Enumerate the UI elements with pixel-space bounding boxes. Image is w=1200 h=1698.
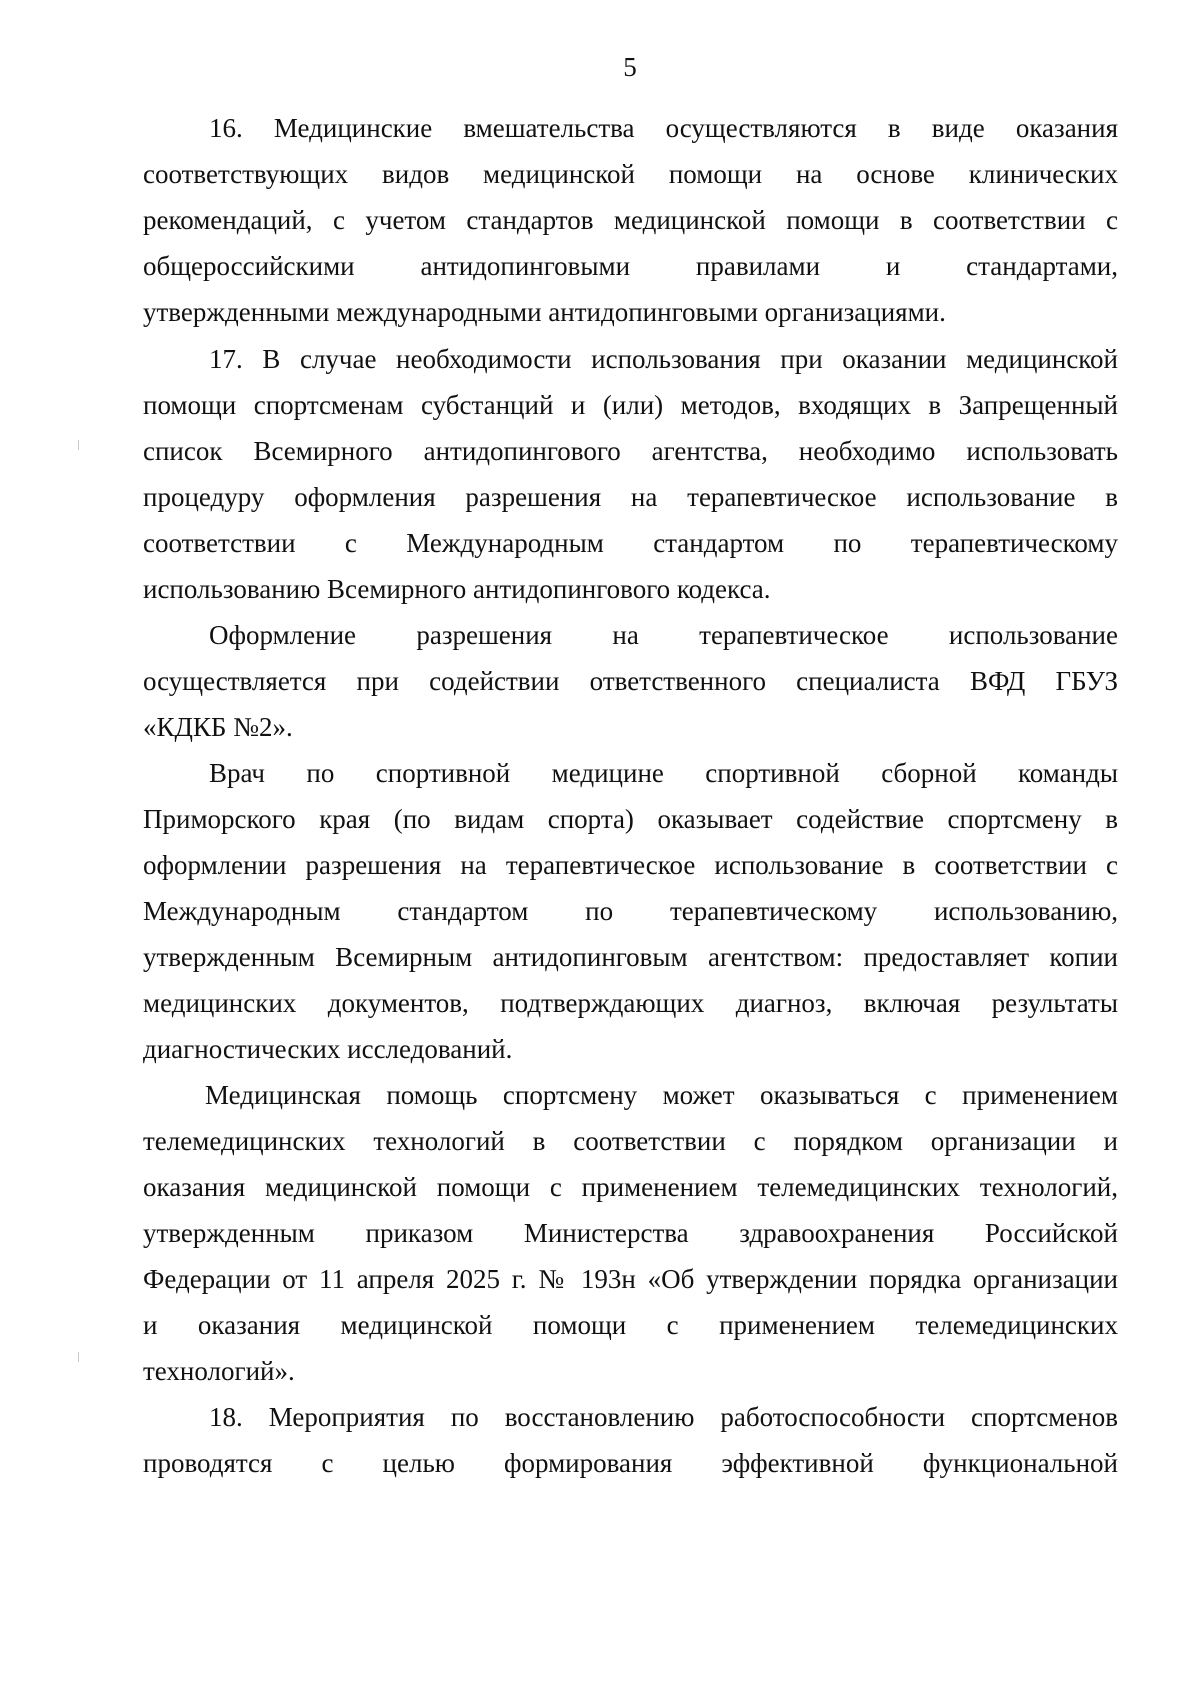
paragraph-16-line-2: соответствующих видов медицинской помощи на основе клинических: [143, 159, 1118, 189]
paragraph-17-line-4: процедуру оформления разрешения на терапевтическое использование в: [143, 482, 1118, 512]
paragraph-18-line-1: 18. Мероприятия по восстановлению работоспособности спортсменов: [209, 1402, 1118, 1432]
telemedicine-paragraph-line-4: утвержденным приказом Министерства здравоохранения Российской: [143, 1218, 1118, 1248]
paragraph-16-line-4: общероссийскими антидопинговыми правилами и стандартами,: [143, 251, 1118, 281]
telemedicine-paragraph-line-3: оказания медицинской помощи с применением телемедицинских технологий,: [143, 1172, 1118, 1202]
telemedicine-paragraph-line-5: Федерации от 11 апреля 2025 г. № 193н «Об утверждении порядка организации: [143, 1264, 1118, 1294]
paragraph-17-line-5: соответствии с Международным стандартом по терапевтическому: [143, 528, 1118, 558]
tue-paragraph-line-3: «КДКБ №2».: [143, 712, 293, 742]
paragraph-17-line-6: использованию Всемирного антидопингового кодекса.: [143, 574, 771, 604]
tue-paragraph-line-2: осуществляется при содействии ответственного специалиста ВФД ГБУЗ: [143, 666, 1118, 696]
telemedicine-paragraph-line-6: и оказания медицинской помощи с применением телемедицинских: [143, 1310, 1118, 1340]
doctor-paragraph-line-3: оформлении разрешения на терапевтическое использование в соответствии с: [143, 850, 1118, 880]
doctor-paragraph-line-1: Врач по спортивной медицине спортивной сборной команды: [209, 758, 1118, 788]
doctor-paragraph-line-5: утвержденным Всемирным антидопинговым агентством: предоставляет копии: [143, 942, 1118, 972]
telemedicine-paragraph-line-1: Медицинская помощь спортсмену может оказываться с применением: [205, 1080, 1118, 1110]
scan-mark: [78, 440, 79, 450]
paragraph-16-line-3: рекомендаций, с учетом стандартов медицинской помощи в соответствии с: [143, 205, 1118, 235]
paragraph-17-line-2: помощи спортсменам субстанций и (или) методов, входящих в Запрещенный: [143, 390, 1118, 420]
scan-mark: [78, 1352, 79, 1362]
paragraph-17-line-1: 17. В случае необходимости использования при оказании медицинской: [209, 344, 1118, 374]
paragraph-17-line-3: список Всемирного антидопингового агентства, необходимо использовать: [143, 436, 1118, 466]
paragraph-18-line-2: проводятся с целью формирования эффективной функциональной: [143, 1448, 1118, 1478]
doctor-paragraph-line-7: диагностических исследований.: [143, 1034, 513, 1064]
tue-paragraph-line-1: Оформление разрешения на терапевтическое использование: [209, 620, 1118, 650]
doctor-paragraph-line-2: Приморского края (по видам спорта) оказывает содействие спортсмену в: [143, 804, 1118, 834]
page-number: 5: [623, 52, 637, 82]
paragraph-16-line-1: 16. Медицинские вмешательства осуществляются в виде оказания: [209, 113, 1118, 143]
telemedicine-paragraph-line-7: технологий».: [143, 1356, 295, 1386]
doctor-paragraph-line-6: медицинских документов, подтверждающих диагноз, включая результаты: [143, 988, 1118, 1018]
telemedicine-paragraph-line-2: телемедицинских технологий в соответствии с порядком организации и: [143, 1126, 1118, 1156]
paragraph-16-line-5: утвержденными международными антидопинговыми организациями.: [143, 297, 946, 327]
doctor-paragraph-line-4: Международным стандартом по терапевтическому использованию,: [143, 896, 1118, 926]
